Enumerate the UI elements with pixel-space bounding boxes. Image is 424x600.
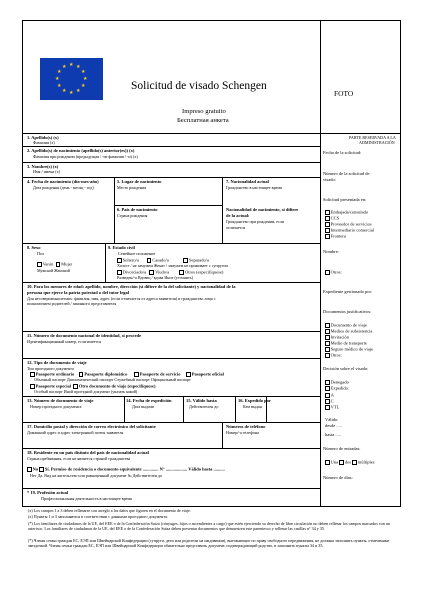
- civil-options-ru-2: Разведен/-а Вдовец / вдова Иное (уточнить): [117, 275, 193, 280]
- field-7-label-ru: Гражданство в настоящее время: [226, 185, 282, 190]
- field-7b-label: Nacionalidad de nacimiento, si difiere: [226, 207, 299, 212]
- checkbox-otro-documento[interactable]: [73, 384, 78, 389]
- row-divider: [114, 205, 222, 206]
- footnote-1: (x) Los campos 1 a 3 deben rellenarse con arreglo a los datos que figuren en el documento de viaje.: [28, 508, 191, 513]
- field-16-label: 16. Expedido por: [238, 398, 271, 403]
- checkbox-una[interactable]: [325, 460, 330, 465]
- field-18-label-ru: Страна пребывания, если не является страной гражданства: [27, 456, 131, 461]
- checkbox-intermediario[interactable]: [325, 228, 330, 233]
- field-9-label-ru: Семейное положение: [118, 251, 156, 256]
- admin-opt-proveedor: Proveedor de servicios: [325, 222, 372, 227]
- field-5-label-ru: Место рождения: [117, 185, 147, 190]
- field-7-label: 7. Nacionalidad actual: [226, 179, 269, 184]
- checkbox-transporte[interactable]: [325, 341, 330, 346]
- checkbox-pasaporte-ordinario[interactable]: [30, 372, 35, 377]
- subtitle-ru: Бесплатная анкета: [177, 117, 229, 124]
- admin-desde: desde .....: [325, 423, 342, 428]
- field-10-label-ru-2: полномочием родителей / законного представителя: [27, 301, 117, 306]
- checkbox-otros-admin[interactable]: [325, 270, 330, 275]
- admin-decision: Decisión sobre el visado:: [323, 366, 369, 371]
- field-7b-label-2: de la actual:: [226, 213, 250, 218]
- admin-a: A: [325, 393, 334, 398]
- field-15-label-ru: Действителен до: [189, 404, 219, 409]
- admin-num-dias: Número de días:: [323, 475, 353, 480]
- field-13-label-ru: Номер проездного документа: [30, 404, 82, 409]
- checkbox-viudo[interactable]: [149, 270, 154, 275]
- row-divider: [22, 358, 320, 359]
- field-14-label-ru: Дата выдачи: [132, 404, 154, 409]
- admin-doc-viaje: Documento de viaje: [325, 323, 367, 328]
- footnote-2-ru: (*) Члены семьи граждан ЕС, ЕЭП или Швейцарской Конфедерации (супруги, дети или родители на иждивении), выезжающие по праву свободного передвижения, не должны заполнять пункты, отмеченные звездочкой. Члены семьи граждан ЕС, ЕЭП или Швейцарской Конфедерации обязательно представить документ, подтверждающий родство, и заполнить пункты 34 и 35.: [28, 538, 390, 548]
- admin-opt-embajada: Embajada/consulado: [325, 210, 368, 215]
- admin-expediente: Expediente gestionado por:: [323, 289, 373, 294]
- checkbox-proveedor[interactable]: [325, 222, 330, 227]
- field-17-phone-label: Números de teléfono: [226, 424, 266, 429]
- admin-valido: Válido:: [325, 417, 339, 422]
- sex-options-ru: Мужской Женский: [37, 268, 70, 273]
- admin-numero-solicitud: Número de la solicitud de: [323, 171, 370, 176]
- field-8-label-ru: Пол: [37, 251, 44, 256]
- field-5-label: 5. Lugar de nacimiento: [117, 179, 162, 184]
- checkbox-doc-viaje[interactable]: [325, 323, 330, 328]
- checkbox-c[interactable]: [325, 399, 330, 404]
- admin-expedido: Expedido:: [325, 386, 349, 391]
- admin-opt-intermediario: Intermediario comercial: [325, 228, 374, 233]
- checkbox-invitacion[interactable]: [325, 335, 330, 340]
- admin-opt-ccs: CCS: [325, 216, 339, 221]
- col-divider: [222, 177, 223, 243]
- passport-options-ru-1: Обычный паспорт Дипломатический паспорт Служебный паспорт Официальный паспорт: [34, 377, 191, 382]
- checkbox-soltero[interactable]: [117, 258, 122, 263]
- checkbox-ccs[interactable]: [325, 216, 330, 221]
- field-6-label-ru: Страна рождения: [117, 213, 148, 218]
- field-17-label: 17. Domicilio postal y dirección de correo electrónico del solicitante: [27, 424, 156, 429]
- field-8-label: 8. Sexo: [27, 245, 41, 250]
- admin-justificativos: Documentos justificativos:: [323, 309, 372, 314]
- field-11-label-ru: Идентификационный номер, если имеется: [27, 339, 101, 344]
- admin-hasta: hasta .....: [325, 432, 341, 437]
- row-divider: [22, 243, 320, 244]
- field-11-label: 11. Número de documento nacional de identidad, si procede: [27, 333, 142, 338]
- row-divider: [22, 396, 320, 397]
- field-4-label: 4. Fecha de nacimiento (día-mes-año): [27, 179, 99, 184]
- admin-entradas-options: Una dos múltiples: [325, 460, 375, 465]
- residence-options: No Sí. Permiso de residencia o documento equivalente .............. N° ................... Válido hasta ..........: [27, 467, 225, 472]
- row-divider: [22, 448, 320, 449]
- header-divider: [22, 133, 401, 134]
- field-12-label-ru: Тип проездного документа: [27, 366, 74, 371]
- admin-reserved-label-2: ADMINISTRACIÓN: [359, 140, 395, 145]
- checkbox-pasaporte-oficial[interactable]: [186, 372, 191, 377]
- checkbox-varon[interactable]: [37, 262, 42, 267]
- field-3-label-ru: Имя / имена (x): [33, 169, 61, 174]
- field-6-label: 6. País de nacimiento: [117, 207, 158, 212]
- checkbox-pasaporte-diplomatico[interactable]: [79, 372, 84, 377]
- photo-label: FOTO: [334, 89, 354, 98]
- admin-vtl: VTL: [325, 405, 339, 410]
- admin-num-entradas: Número de entradas:: [323, 446, 361, 451]
- field-10-label: 10. Para los menores de edad: apellido, nombre, dirección (si difiere de la del solicitante) y nacionalidad de la: [27, 284, 236, 289]
- field-15-label: 15. Válido hasta: [186, 398, 217, 403]
- residence-options-ru: Нет Да. Вид на жительство или равноценный документ № Действителен до: [30, 473, 163, 478]
- eu-flag-logo: ★ ★ ★ ★ ★ ★ ★ ★ ★ ★ ★ ★: [40, 58, 103, 100]
- admin-c: C: [325, 399, 334, 404]
- field-10-label-ru: Для несовершеннолетних: фамилия, имя, адрес (если отличается от адреса заявителя) и гражданство лица с: [27, 296, 216, 301]
- field-17-phone-label-ru: Номер/-а телефона: [226, 430, 259, 435]
- admin-reserved-label: PARTE RESERVADA A LA: [349, 135, 396, 140]
- checkbox-dos[interactable]: [339, 460, 344, 465]
- checkbox-pasaporte-especial[interactable]: [30, 384, 35, 389]
- admin-seguro: Seguro médico de viaje: [325, 347, 373, 352]
- admin-fecha-solicitud: Fecha de la solicitud:: [323, 150, 362, 155]
- admin-opt-frontera: Frontera: [325, 234, 346, 239]
- row-divider: [22, 331, 320, 332]
- row-divider: [22, 488, 320, 489]
- checkbox-denegado[interactable]: [325, 380, 330, 385]
- field-7b-label-ru: Гражданство при рождении, если: [226, 219, 285, 224]
- checkbox-vtl[interactable]: [325, 405, 330, 410]
- checkbox-medios[interactable]: [325, 329, 330, 334]
- field-1-label: 1. Apellido(s) (x): [27, 135, 59, 140]
- sex-options: Varón Mujer: [37, 262, 72, 267]
- subtitle-es: Impreso gratuito: [182, 108, 226, 115]
- checkbox-otros2[interactable]: [325, 353, 330, 358]
- admin-nombre: Nombre:: [323, 249, 339, 254]
- col-divider: [235, 396, 236, 422]
- field-13-label: 13. Número de documento de viaje: [27, 398, 94, 403]
- checkbox-mujer[interactable]: [56, 262, 61, 267]
- field-9-label: 9. Estado civil: [108, 245, 135, 250]
- admin-column-divider: [320, 20, 321, 507]
- checkbox-pasaporte-servicio[interactable]: [134, 372, 139, 377]
- passport-options-row-2: Pasaporte especial Otro documento de viaje (especifíquese): [30, 384, 155, 389]
- checkbox-residence-no[interactable]: [27, 467, 32, 472]
- row-divider: [22, 422, 320, 423]
- checkbox-divorciado[interactable]: [117, 270, 122, 275]
- field-17-label-ru: Домашний адрес и адрес электронной почты заявителя: [27, 430, 124, 435]
- field-14-label: 14. Fecha de expedición: [126, 398, 172, 403]
- field-1-label-ru: Фамилия (x): [33, 140, 55, 145]
- admin-otros: Otros:: [325, 270, 342, 275]
- passport-options-ru-2: Особый паспорт Иной проездной документ (указать какой): [34, 389, 138, 394]
- checkbox-multiples[interactable]: [352, 460, 357, 465]
- field-18-label: 18. Residente en un país distinto del país de nacionalidad actual: [27, 450, 149, 455]
- field-12-label: 12. Tipo de documento de viaje: [27, 360, 87, 365]
- checkbox-frontera[interactable]: [325, 234, 330, 239]
- checkbox-otros-civil[interactable]: [179, 270, 184, 275]
- field-19-label: * 19. Profesión actual: [27, 490, 69, 495]
- checkbox-residence-si[interactable]: [39, 467, 44, 472]
- passport-options-row-1: Pasaporte ordinario Pasaporte diplomático Pasaporte de servicio Pasaporte oficial: [30, 372, 224, 377]
- checkbox-a[interactable]: [325, 393, 330, 398]
- row-divider: [22, 282, 320, 283]
- row-divider: [22, 146, 320, 147]
- field-2-label-ru: Фамилия при рождении (предыдущая / -ие фамилия / -и) (x): [33, 154, 138, 159]
- field-4-label-ru: Дата рождения (день - месяц - год): [33, 185, 94, 190]
- field-2-label: 2. Apellido(s) de nacimiento (apellido(s) anterior(es)) (x): [27, 148, 135, 153]
- checkbox-seguro[interactable]: [325, 347, 330, 352]
- field-3-label: 3. Nombre(s) (x): [27, 164, 59, 169]
- footnote-1-ru: (x) Пункты 1 и 3 заполняются в соответствии с данными проездного документа.: [28, 514, 168, 519]
- civil-options-ru-1: Холост / не замужем Женат / замужем не проживает с супругом: [117, 263, 228, 268]
- field-19-label-ru: Профессиональная деятельность в настоящее время: [41, 496, 132, 501]
- civil-options-row-2: Divorciado/a Viudo/a Otros (especifíquese): [117, 270, 223, 275]
- admin-denegado: Denegado: [325, 380, 349, 385]
- checkbox-expedido[interactable]: [325, 386, 330, 391]
- row-divider: [22, 162, 320, 163]
- col-divider: [183, 396, 184, 422]
- civil-options-row-1: Soltero/a Casado/a Separado/a: [117, 258, 209, 263]
- admin-medios: Medios de subsistencia: [325, 329, 372, 334]
- row-divider: [22, 177, 320, 178]
- col-divider: [222, 422, 223, 448]
- admin-transporte: Medio de transporte: [325, 341, 367, 346]
- col-divider: [124, 396, 125, 422]
- field-16-label-ru: Кем выдан: [243, 404, 262, 409]
- admin-numero-solicitud-2: visado:: [323, 177, 336, 182]
- field-7b-label-ru-2: отличается: [226, 225, 246, 230]
- col-divider: [114, 177, 115, 243]
- admin-presentada-en: Solicitud presentada en:: [323, 197, 367, 202]
- checkbox-casado[interactable]: [147, 258, 152, 263]
- field-10-label-2: persona que ejerce la patria potestad o del tutor legal: [27, 290, 129, 295]
- admin-otros2: Otros:: [325, 353, 342, 358]
- footnote-2: (*) Los familiares de ciudadanos de la UE, del EEE o de la Confederación Suiza (cónyuges, hijos o ascendientes a cargo) que estén ejerciendo su derecho de libre circulación no deben rellenar los campos marcados con un asterisco. Los familiares de ciudadanos de la UE, del EEE o de la Confederación Suiza deben presentar documentos que demuestren este parentesco y rellenar las casillas n° 34 y 35.: [28, 521, 390, 531]
- checkbox-embajada[interactable]: [325, 210, 330, 215]
- checkbox-separado[interactable]: [183, 258, 188, 263]
- admin-invitacion: Invitación: [325, 335, 349, 340]
- form-title: Solicitud de visado Schengen: [131, 80, 267, 92]
- col-divider: [105, 243, 106, 282]
